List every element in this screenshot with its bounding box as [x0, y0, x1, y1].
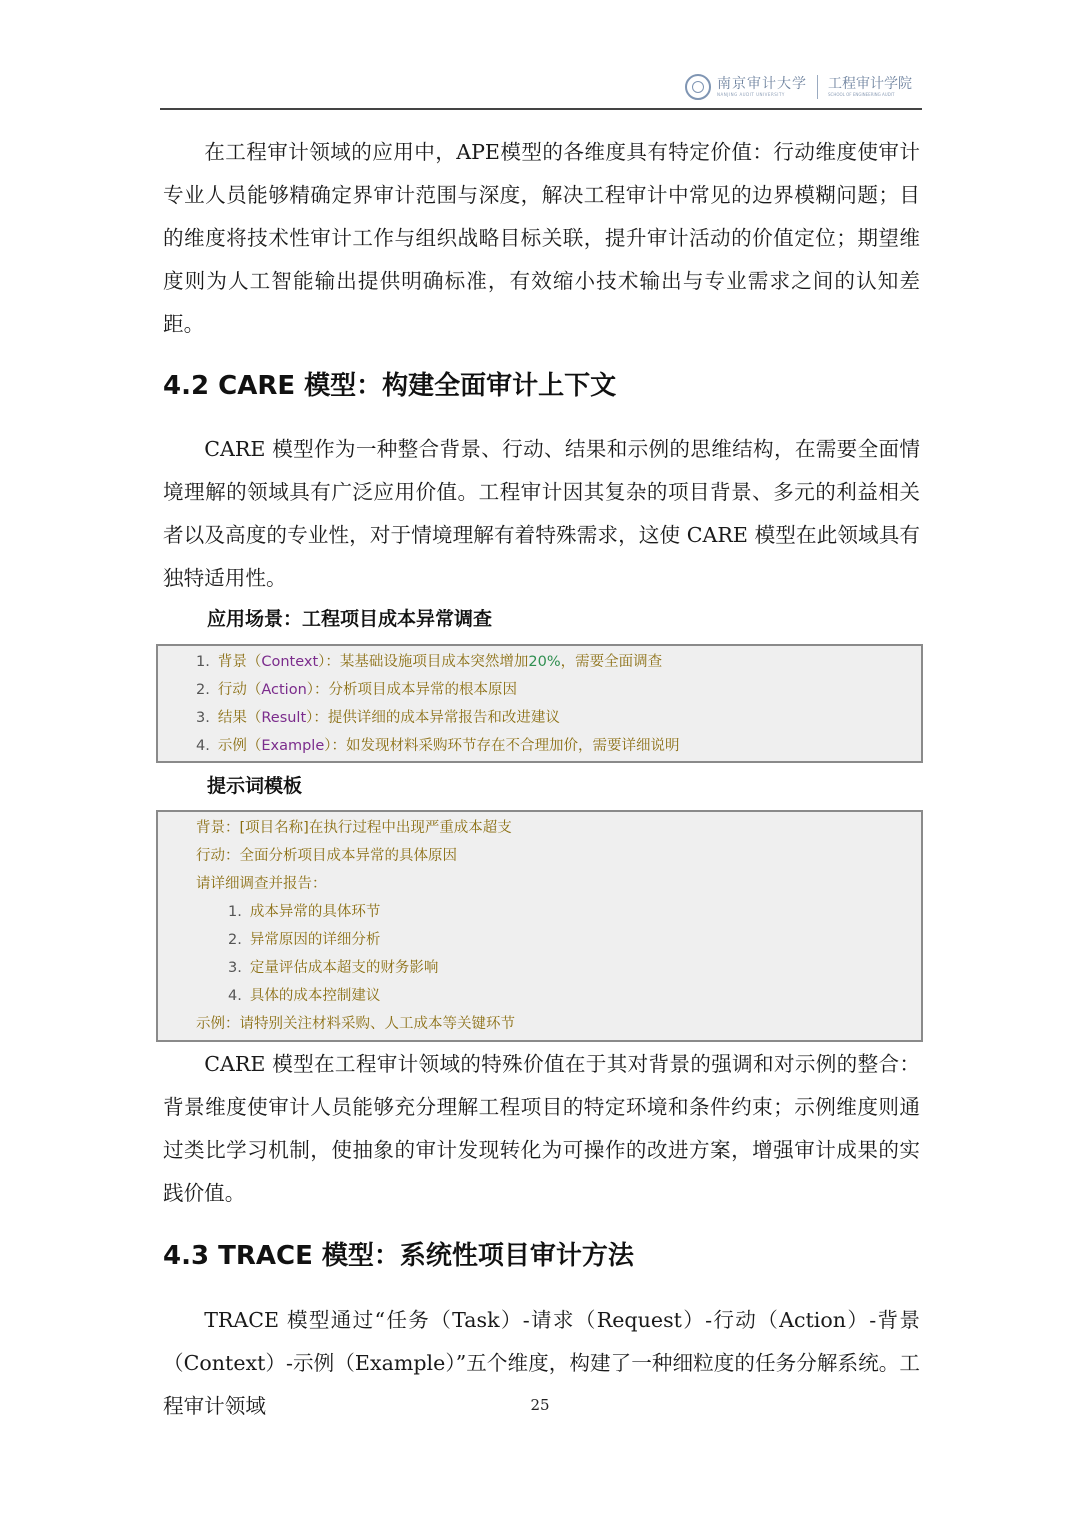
template-line-action: 行动：全面分析项目成本异常的具体原因	[196, 848, 457, 864]
university-name: 南京审计大学	[717, 76, 807, 92]
template-list-item: 2. 异常原因的详细分析	[228, 932, 381, 948]
university-name-en: NANJING AUDIT UNIVERSITY	[717, 92, 785, 97]
school-name-en: SCHOOL OF ENGINEERING AUDIT	[828, 92, 895, 97]
template-line-example: 示例：请特别关注材料采购、人工成本等关键环节	[196, 1016, 515, 1032]
university-seal-icon	[685, 74, 711, 100]
template-line-background: 背景：[项目名称]在执行过程中出现严重成本超支	[196, 820, 512, 836]
paragraph-care-value: CARE 模型在工程审计领域的特殊价值在于其对背景的强调和对示例的整合：背景维度使审计人员能够充分理解工程项目的特定环境和条件约束；示例维度则通过类比学习机制，使抽象的审计发现转化为可操作的改进方案，增强审计成果的实践价值。	[163, 1052, 920, 1205]
scenario-box	[156, 644, 923, 763]
school-name: 工程审计学院	[828, 76, 912, 92]
paragraph-ape-value: 在工程审计领域的应用中，APE模型的各维度具有特定价值：行动维度使审计专业人员能够精确定界审计范围与深度，解决工程审计中常见的边界模糊问题；目的维度将技术性审计工作与组织战略目标关联，提升审计活动的价值定位；期望维度则为人工智能输出提供明确标准，有效缩小技术输出与专业需求之间的认知差距。	[163, 140, 920, 336]
section-heading-4-2: 4.2 CARE 模型：构建全面审计上下文	[163, 371, 617, 401]
paragraph-care-intro: CARE 模型作为一种整合背景、行动、结果和示例的思维结构，在需要全面情境理解的领域具有广泛应用价值。工程审计因其复杂的项目背景、多元的利益相关者以及高度的专业性，对于情境理解有着特殊需求，这使 CARE 模型在此领域具有独特适用性。	[163, 437, 920, 590]
template-line-request: 请详细调查并报告：	[196, 876, 327, 892]
section-heading-4-3: 4.3 TRACE 模型：系统性项目审计方法	[163, 1241, 634, 1271]
template-list-item: 1. 成本异常的具体环节	[228, 904, 381, 920]
template-list-item: 4. 具体的成本控制建议	[228, 988, 381, 1004]
paragraph-trace-intro: TRACE 模型通过“任务（Task）-请求（Request）-行动（Action）-背景（Context）-示例（Example）”五个维度，构建了一种细粒度的任务分解系统。工程审计领域	[163, 1308, 920, 1418]
scenario-item: 3. 结果（Result）：提供详细的成本异常报告和改进建议	[196, 710, 560, 726]
scenario-item: 2. 行动（Action）：分析项目成本异常的根本原因	[196, 682, 518, 698]
logo-divider	[817, 75, 818, 99]
template-box	[156, 810, 923, 1042]
scenario-heading: 应用场景：工程项目成本异常调查	[207, 608, 493, 630]
page-header	[160, 64, 922, 110]
scenario-item: 1. 背景（Context）：某基础设施项目成本突然增加20%，需要全面调查	[196, 654, 663, 670]
template-list-item: 3. 定量评估成本超支的财务影响	[228, 960, 439, 976]
university-logo	[685, 72, 912, 102]
scenario-item: 4. 示例（Example）：如发现材料采购环节存在不合理加价，需要详细说明	[196, 738, 680, 754]
template-heading: 提示词模板	[207, 775, 303, 797]
page-number: 25	[530, 1396, 550, 1414]
